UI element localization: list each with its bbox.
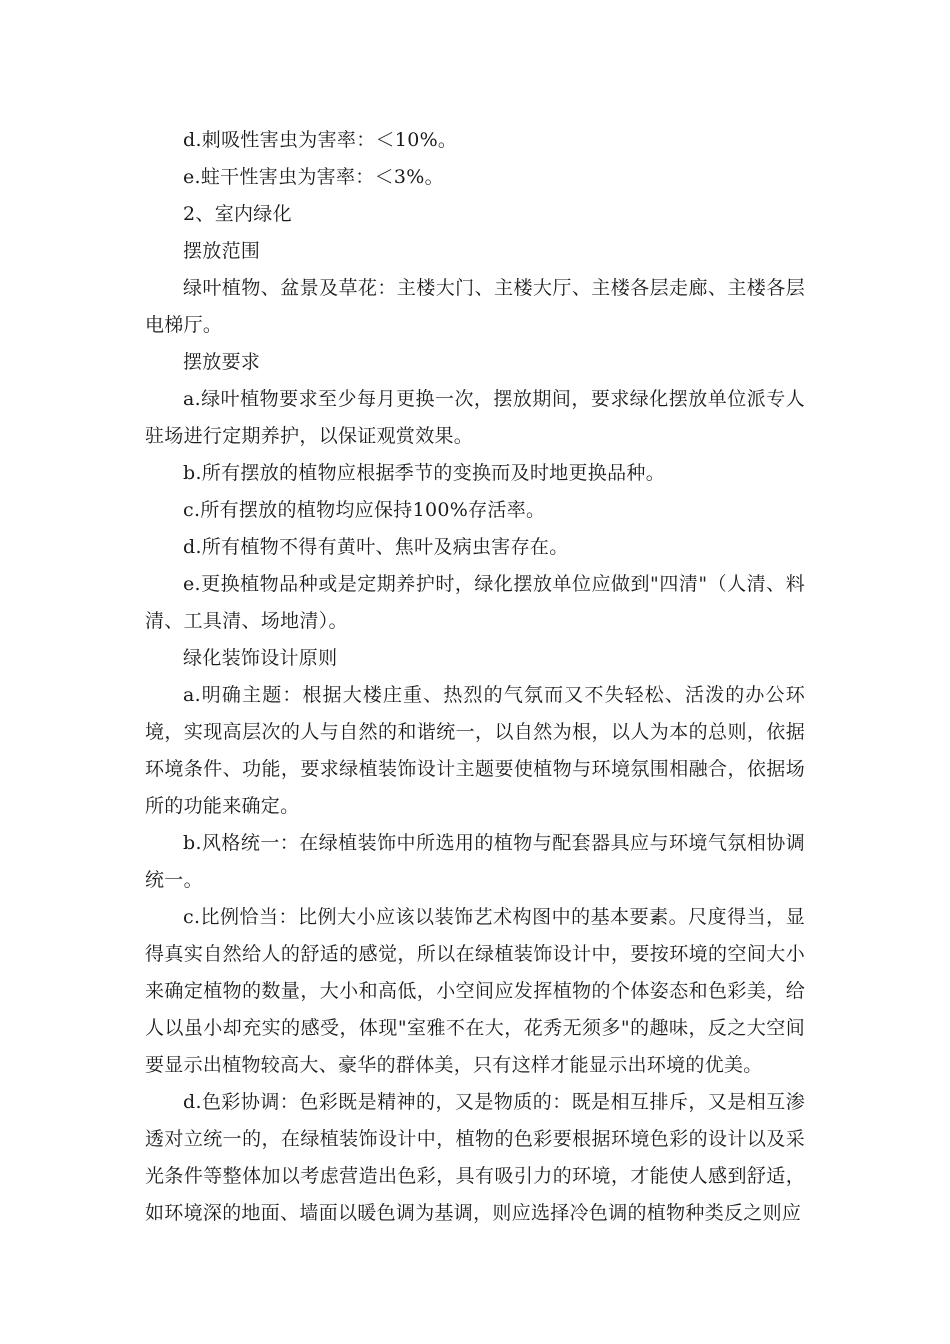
paragraph-requirement-a: a.绿叶植物要求至少每月更换一次，摆放期间，要求绿化摆放单位派专人驻场进行定期养护，以保证观赏效果。 <box>145 388 805 447</box>
paragraph-requirement-c: c.所有摆放的植物均应保持100%存活率。 <box>183 499 546 521</box>
paragraph-requirement-e: e.更换植物品种或是定期养护时，绿化摆放单位应做到"四清"（人清、料清、工具清、场地清）。 <box>145 573 805 632</box>
paragraph-principle-d: d.色彩协调：色彩既是精神的，又是物质的：既是相互排斥，又是相互渗透对立统一的，在绿植装饰设计中，植物的色彩要根据环境色彩的设计以及采光条件等整体加以考虑营造出色彩，具有吸引力的环境，才能使人感到舒适，如环境深的地面、墙面以暖色调为基调，则应选择冷色调的植物种类反之则应 <box>145 1091 805 1224</box>
paragraph-requirement-b: b.所有摆放的植物应根据季节的变换而及时地更换品种。 <box>183 462 666 484</box>
subheading-placement-scope: 摆放范围 <box>183 240 261 262</box>
paragraph-boring-pests: e.蛀干性害虫为害率：＜3%。 <box>183 166 444 188</box>
document-body <box>145 122 805 1232</box>
paragraph-principle-b: b.风格统一：在绿植装饰中所选用的植物与配套器具应与环境气氛相协调统一。 <box>145 832 805 891</box>
paragraph-requirement-d: d.所有植物不得有黄叶、焦叶及病虫害存在。 <box>183 536 569 558</box>
subheading-design-principles: 绿化装饰设计原则 <box>183 647 338 669</box>
section-heading-indoor-greening: 2、室内绿化 <box>183 203 292 225</box>
paragraph-principle-a: a.明确主题：根据大楼庄重、热烈的气氛而又不失轻松、活泼的办公环境，实现高层次的人与自然的和谐统一，以自然为根，以人为本的总则，依据环境条件、功能，要求绿植装饰设计主题要使植物与环境氛围相融合，依据场所的功能来确定。 <box>145 684 805 817</box>
paragraph-principle-c: c.比例恰当：比例大小应该以装饰艺术构图中的基本要素。尺度得当，显得真实自然给人的舒适的感觉，所以在绿植装饰设计中，要按环境的空间大小来确定植物的数量，大小和高低，小空间应发挥植物的个体姿态和色彩美，给人以虽小却充实的感受，体现"室雅不在大，花秀无须多"的趣味，反之大空间要显示出植物较高大、豪华的群体美，只有这样才能显示出环境的优美。 <box>145 906 805 1076</box>
subheading-placement-requirements: 摆放要求 <box>183 351 261 373</box>
paragraph-placement-locations: 绿叶植物、盆景及草花：主楼大门、主楼大厅、主楼各层走廊、主楼各层电梯厅。 <box>145 277 805 336</box>
paragraph-piercing-pests: d.刺吸性害虫为害率：＜10%。 <box>183 129 458 151</box>
